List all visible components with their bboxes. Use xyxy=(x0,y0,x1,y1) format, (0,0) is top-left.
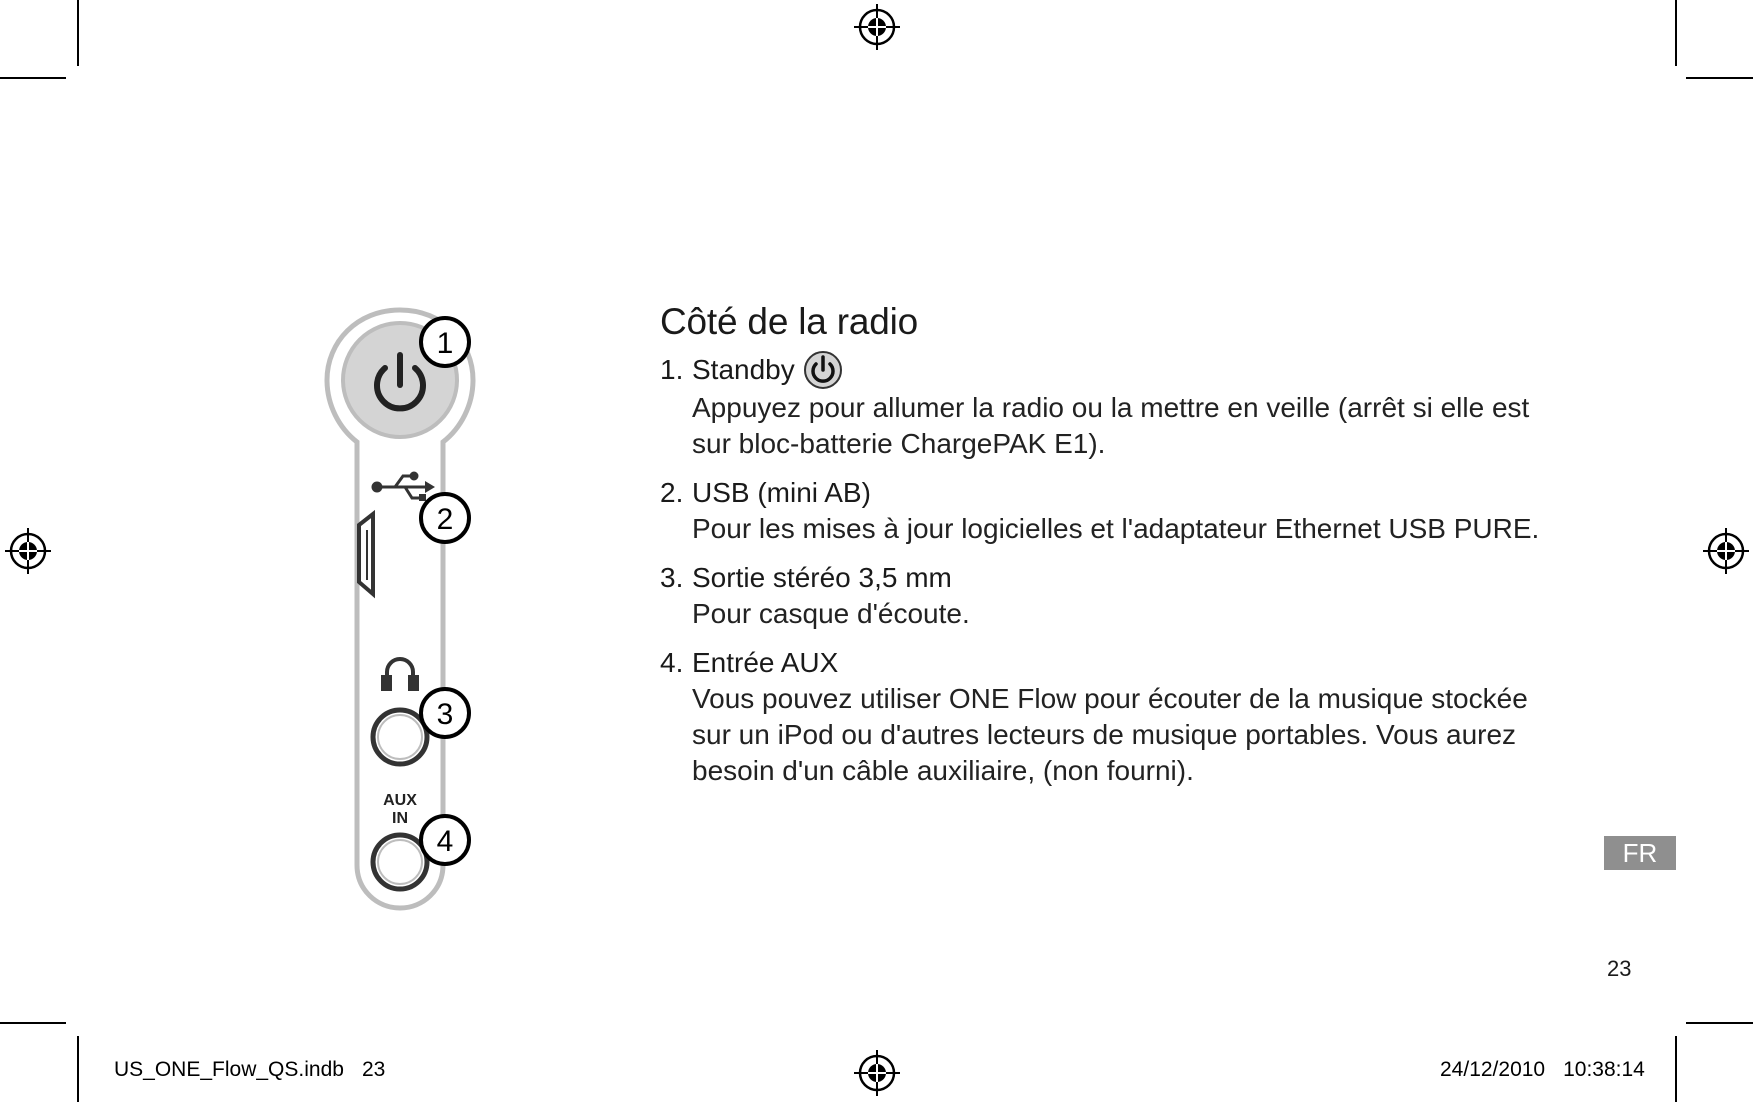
item-description: sur un iPod ou d'autres lecteurs de musique portables. Vous aurez xyxy=(692,719,1517,751)
content-column xyxy=(660,300,1560,802)
callout-2 xyxy=(421,494,469,542)
item-usb xyxy=(660,475,1560,547)
item-standby xyxy=(660,350,1560,462)
item-heading: Entrée AUX xyxy=(692,647,839,679)
crop-mark-top-right-horizontal xyxy=(1686,77,1753,79)
callout-2-label: 2 xyxy=(436,503,454,536)
callout-1 xyxy=(421,318,469,366)
footer-date: 24/12/2010 xyxy=(1440,1058,1546,1081)
callout-3 xyxy=(421,689,469,737)
item-description: besoin d'un câble auxiliaire, (non fourni). xyxy=(692,755,1194,787)
item-description: Pour les mises à jour logicielles et l'adaptateur Ethernet USB PURE. xyxy=(692,513,1540,545)
item-aux-in xyxy=(660,645,1560,789)
crop-mark-bottom-left-vertical xyxy=(77,1036,79,1102)
item-stereo-out xyxy=(660,560,1560,632)
item-number: 2. xyxy=(660,477,684,509)
language-badge: FR xyxy=(1604,836,1676,870)
item-heading: Sortie stéréo 3,5 mm xyxy=(692,562,952,594)
item-description: Vous pouvez utiliser ONE Flow pour écouter de la musique stockée xyxy=(692,683,1528,715)
page-number: 23 xyxy=(1607,956,1632,981)
crop-mark-top-right-vertical xyxy=(1675,0,1677,66)
item-description: sur bloc-batterie ChargePAK E1). xyxy=(692,428,1106,460)
item-heading: USB (mini AB) xyxy=(692,477,871,509)
registration-mark-left-icon xyxy=(5,528,51,574)
crop-mark-bottom-right-horizontal xyxy=(1686,1022,1753,1024)
item-number: 4. xyxy=(660,647,684,679)
callout-1-label: 1 xyxy=(436,327,454,360)
section-title: Côté de la radio xyxy=(660,301,919,342)
item-heading: Standby xyxy=(692,354,795,386)
crop-mark-bottom-left-horizontal xyxy=(0,1022,66,1024)
power-icon xyxy=(803,350,843,390)
registration-mark-bottom-icon xyxy=(854,1050,900,1096)
callout-4 xyxy=(421,816,469,864)
item-number: 3. xyxy=(660,562,684,594)
registration-mark-top-icon xyxy=(854,4,900,50)
aux-label-line2: IN xyxy=(392,810,408,827)
footer-file-name: US_ONE_Flow_QS.indb xyxy=(114,1058,344,1081)
item-description: Pour casque d'écoute. xyxy=(692,598,970,630)
footer-timestamp xyxy=(1440,1058,1645,1082)
item-description: Appuyez pour allumer la radio ou la mettre en veille (arrêt si elle est xyxy=(692,392,1530,424)
footer-file-info xyxy=(114,1058,385,1082)
crop-mark-bottom-right-vertical xyxy=(1675,1036,1677,1102)
registration-mark-right-icon xyxy=(1703,528,1749,574)
footer-time: 10:38:14 xyxy=(1563,1058,1645,1081)
callout-3-label: 3 xyxy=(436,698,454,731)
footer-file-page: 23 xyxy=(361,1058,386,1081)
radio-side-diagram xyxy=(315,300,485,920)
crop-mark-top-left-horizontal xyxy=(0,77,66,79)
item-number: 1. xyxy=(660,354,684,386)
crop-mark-top-left-vertical xyxy=(77,0,79,66)
callout-4-label: 4 xyxy=(436,825,454,858)
aux-label-line1: AUX xyxy=(383,792,417,809)
